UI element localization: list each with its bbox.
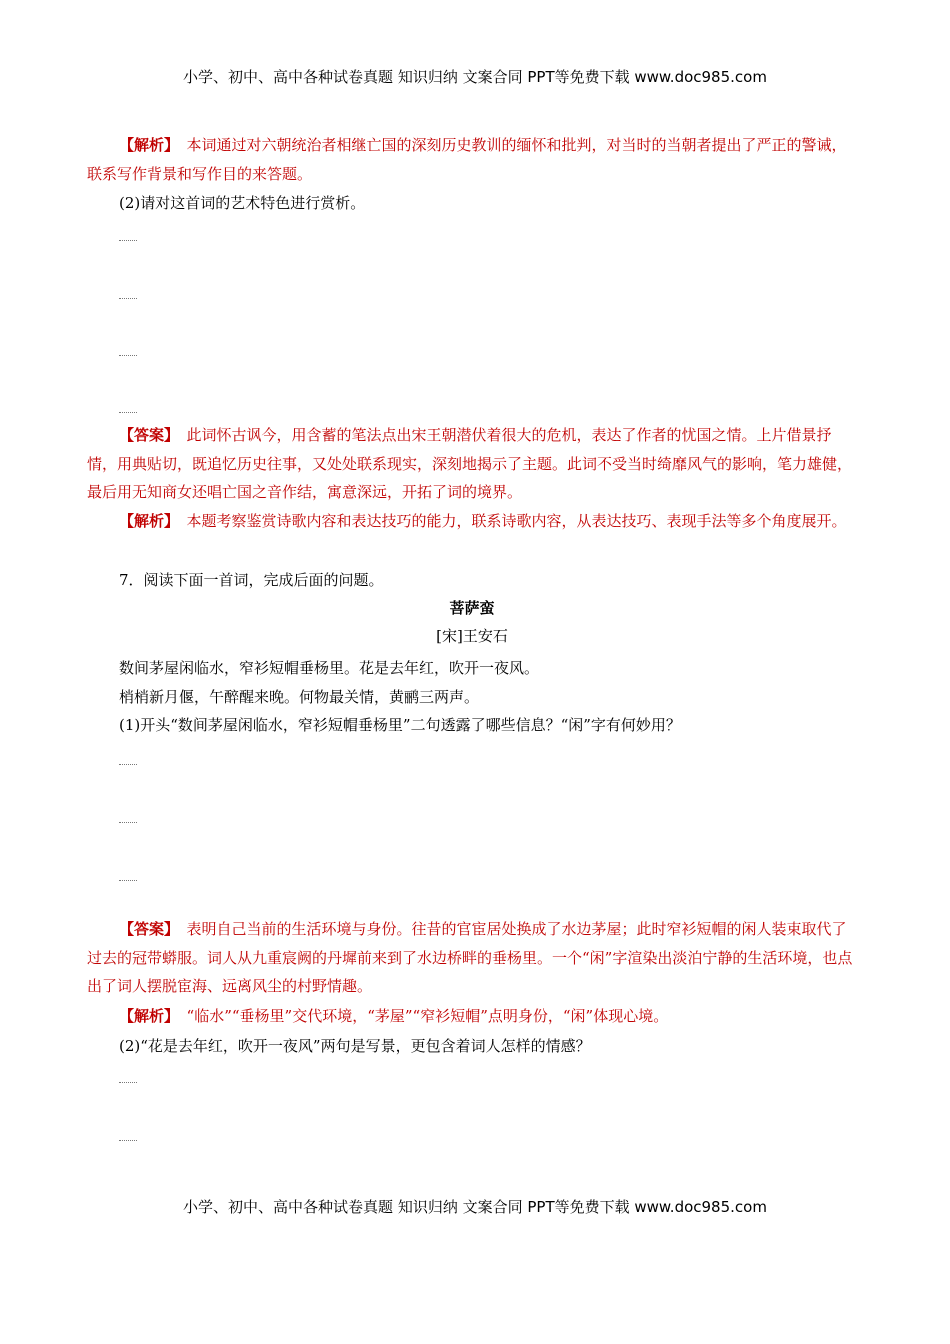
answer-blank-line [119, 240, 137, 241]
answer-blank-line [119, 880, 137, 881]
q7-sub-question-1: (1)开头“数间茅屋闲临水，窄衫短帽垂杨里”二句透露了哪些信息？“闲”字有何妙用？ [119, 716, 681, 734]
answer-text: 此词怀古讽今，用含蓄的笔法点出宋王朝潜伏着很大的危机，表达了作者的忧国之情。上片借景抒情，用典贴切，既追忆历史往事，又处处联系现实，深刻地揭示了主题。此词不受当时绮靡风气的影响，笔力雄健，最后用无知商女还唱亡国之音作结，寓意深远，开拓了词的境界。 [87, 426, 853, 501]
answer-blank-line [119, 764, 137, 765]
answer-blank-line [119, 822, 137, 823]
q7-sub-question-2: (2)“花是去年红，吹开一夜风”两句是写景，更包含着词人怎样的情感？ [119, 1037, 591, 1055]
answer-label: 【答案】 [119, 426, 172, 444]
answer-blank-line [119, 412, 137, 413]
analysis-text: “临水”“垂杨里”交代环境，“茅屋”“窄衫短帽”点明身份，“闲”体现心境。 [186, 1007, 669, 1025]
page-header: 小学、初中、高中各种试卷真题 知识归纳 文案合同 PPT等免费下载 www.doc985.com [183, 68, 767, 86]
analysis-label: 【解析】 [119, 512, 172, 530]
answer-blank-line [119, 355, 137, 356]
analysis-label: 【解析】 [119, 1007, 172, 1025]
answer-blank-line [119, 1140, 137, 1141]
poem-title: 菩萨蛮 [449, 599, 495, 617]
q6-sub-question-2: (2)请对这首词的艺术特色进行赏析。 [119, 194, 366, 212]
answer-blank-line [119, 298, 137, 299]
q7-analysis-1 [87, 1002, 857, 1031]
q7-answer-1 [87, 915, 857, 1001]
q6-answer-2 [87, 421, 857, 507]
analysis-text: 本词通过对六朝统治者相继亡国的深刻历史教训的缅怀和批判，对当时的当朝者提出了严正的警诫，联系写作背景和写作目的来答题。 [87, 136, 847, 183]
poem-author: [宋]王安石 [436, 627, 508, 645]
analysis-text: 本题考察鉴赏诗歌内容和表达技巧的能力，联系诗歌内容，从表达技巧、表现手法等多个角度展开。 [186, 512, 847, 530]
poem-line-1: 数间茅屋闲临水，窄衫短帽垂杨里。花是去年红，吹开一夜风。 [119, 659, 540, 677]
q6-analysis-2 [87, 507, 857, 536]
answer-text: 表明自己当前的生活环境与身份。往昔的官宦居处换成了水边茅屋；此时窄衫短帽的闲人装束取代了过去的冠带蟒服。词人从九重宸阙的丹墀前来到了水边桥畔的垂杨里。一个“闲”字渲染出淡泊宁静的生活环境，也点出了词人摆脱宦海、远离风尘的村野情趣。 [87, 920, 853, 995]
q6-analysis-1 [87, 131, 857, 188]
analysis-label: 【解析】 [119, 136, 172, 154]
page-footer: 小学、初中、高中各种试卷真题 知识归纳 文案合同 PPT等免费下载 www.doc985.com [183, 1198, 767, 1216]
q7-stem: 7．阅读下面一首词，完成后面的问题。 [119, 571, 384, 589]
answer-blank-line [119, 1082, 137, 1083]
answer-label: 【答案】 [119, 920, 172, 938]
poem-line-2: 梢梢新月偃，午醉醒来晚。何物最关情，黄鹂三两声。 [119, 688, 480, 706]
